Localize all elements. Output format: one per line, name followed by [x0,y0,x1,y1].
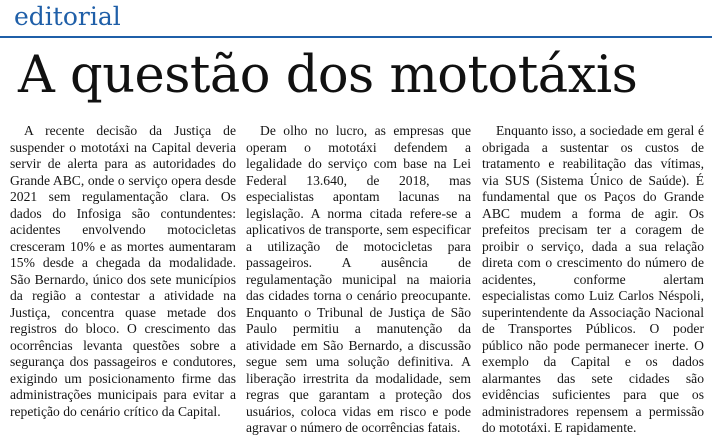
kicker-rule [0,36,712,38]
section-kicker: editorial [14,2,121,31]
headline: A questão dos mototáxis [18,46,638,105]
article-column-1 [10,123,236,420]
paragraph: A recente decisão da Justiça de suspender o mototáxi na Capital deveria servir de alerta para as autoridades do Grande ABC, onde o serviço opera desde 2021 sem regulamentação clara. Os dados do Infosiga são contundentes: acidentes envolvendo motocicletas cresceram 10% e as mortes aumentaram 15% desde a chegada da modalidade. São Bernardo, único dos sete municípios da região a contestar a atividade na Justiça, concentra quase metade dos registros do bloco. O crescimento das ocorrências levanta questões sobre a segurança dos passageiros e condutores, exigindo um posicionamento firme das administrações municipais para evitar a repetição do cenário crítico da Capital. [10,123,236,419]
article-column-2 [246,123,471,437]
paragraph: De olho no lucro, as empresas que operam o mototáxi defendem a legalidade do serviço com base na Lei Federal 13.640, de 2018, mas especialistas apontam lacunas na legislação. A norma citada refere-se a aplicativos de transporte, sem especificar a utilização de motocicletas para passageiros. A ausência de regulamentação municipal na maioria das cidades torna o cenário preocupante. Enquanto o Tribunal de Justiça de São Paulo permitiu a manutenção da atividade em São Bernardo, a discussão segue sem uma solução definitiva. A liberação irrestrita da modalidade, sem regras que garantam a proteção dos usuários, coloca vidas em risco e pode agravar o número de ocorrências fatais. [246,123,471,435]
article-column-3 [482,123,704,437]
paragraph: Enquanto isso, a sociedade em geral é obrigada a sustentar os custos de tratamento e reabilitação das vítimas, via SUS (Sistema Único de Saúde). É fundamental que os Paços do Grande ABC mudem a forma de agir. Os prefeitos precisam ter a coragem de proibir o serviço, dada a sua relação direta com o crescimento do número de acidentes, conforme alertam especialistas como Luiz Carlos Néspoli, superintendente da Associação Nacional de Transportes Públicos. O poder público não pode permanecer inerte. O exemplo da Capital e os dados alarmantes das sete cidades são evidências suficientes para que os administradores repensem a permissão do mototáxi. E rapidamente. [482,123,704,435]
